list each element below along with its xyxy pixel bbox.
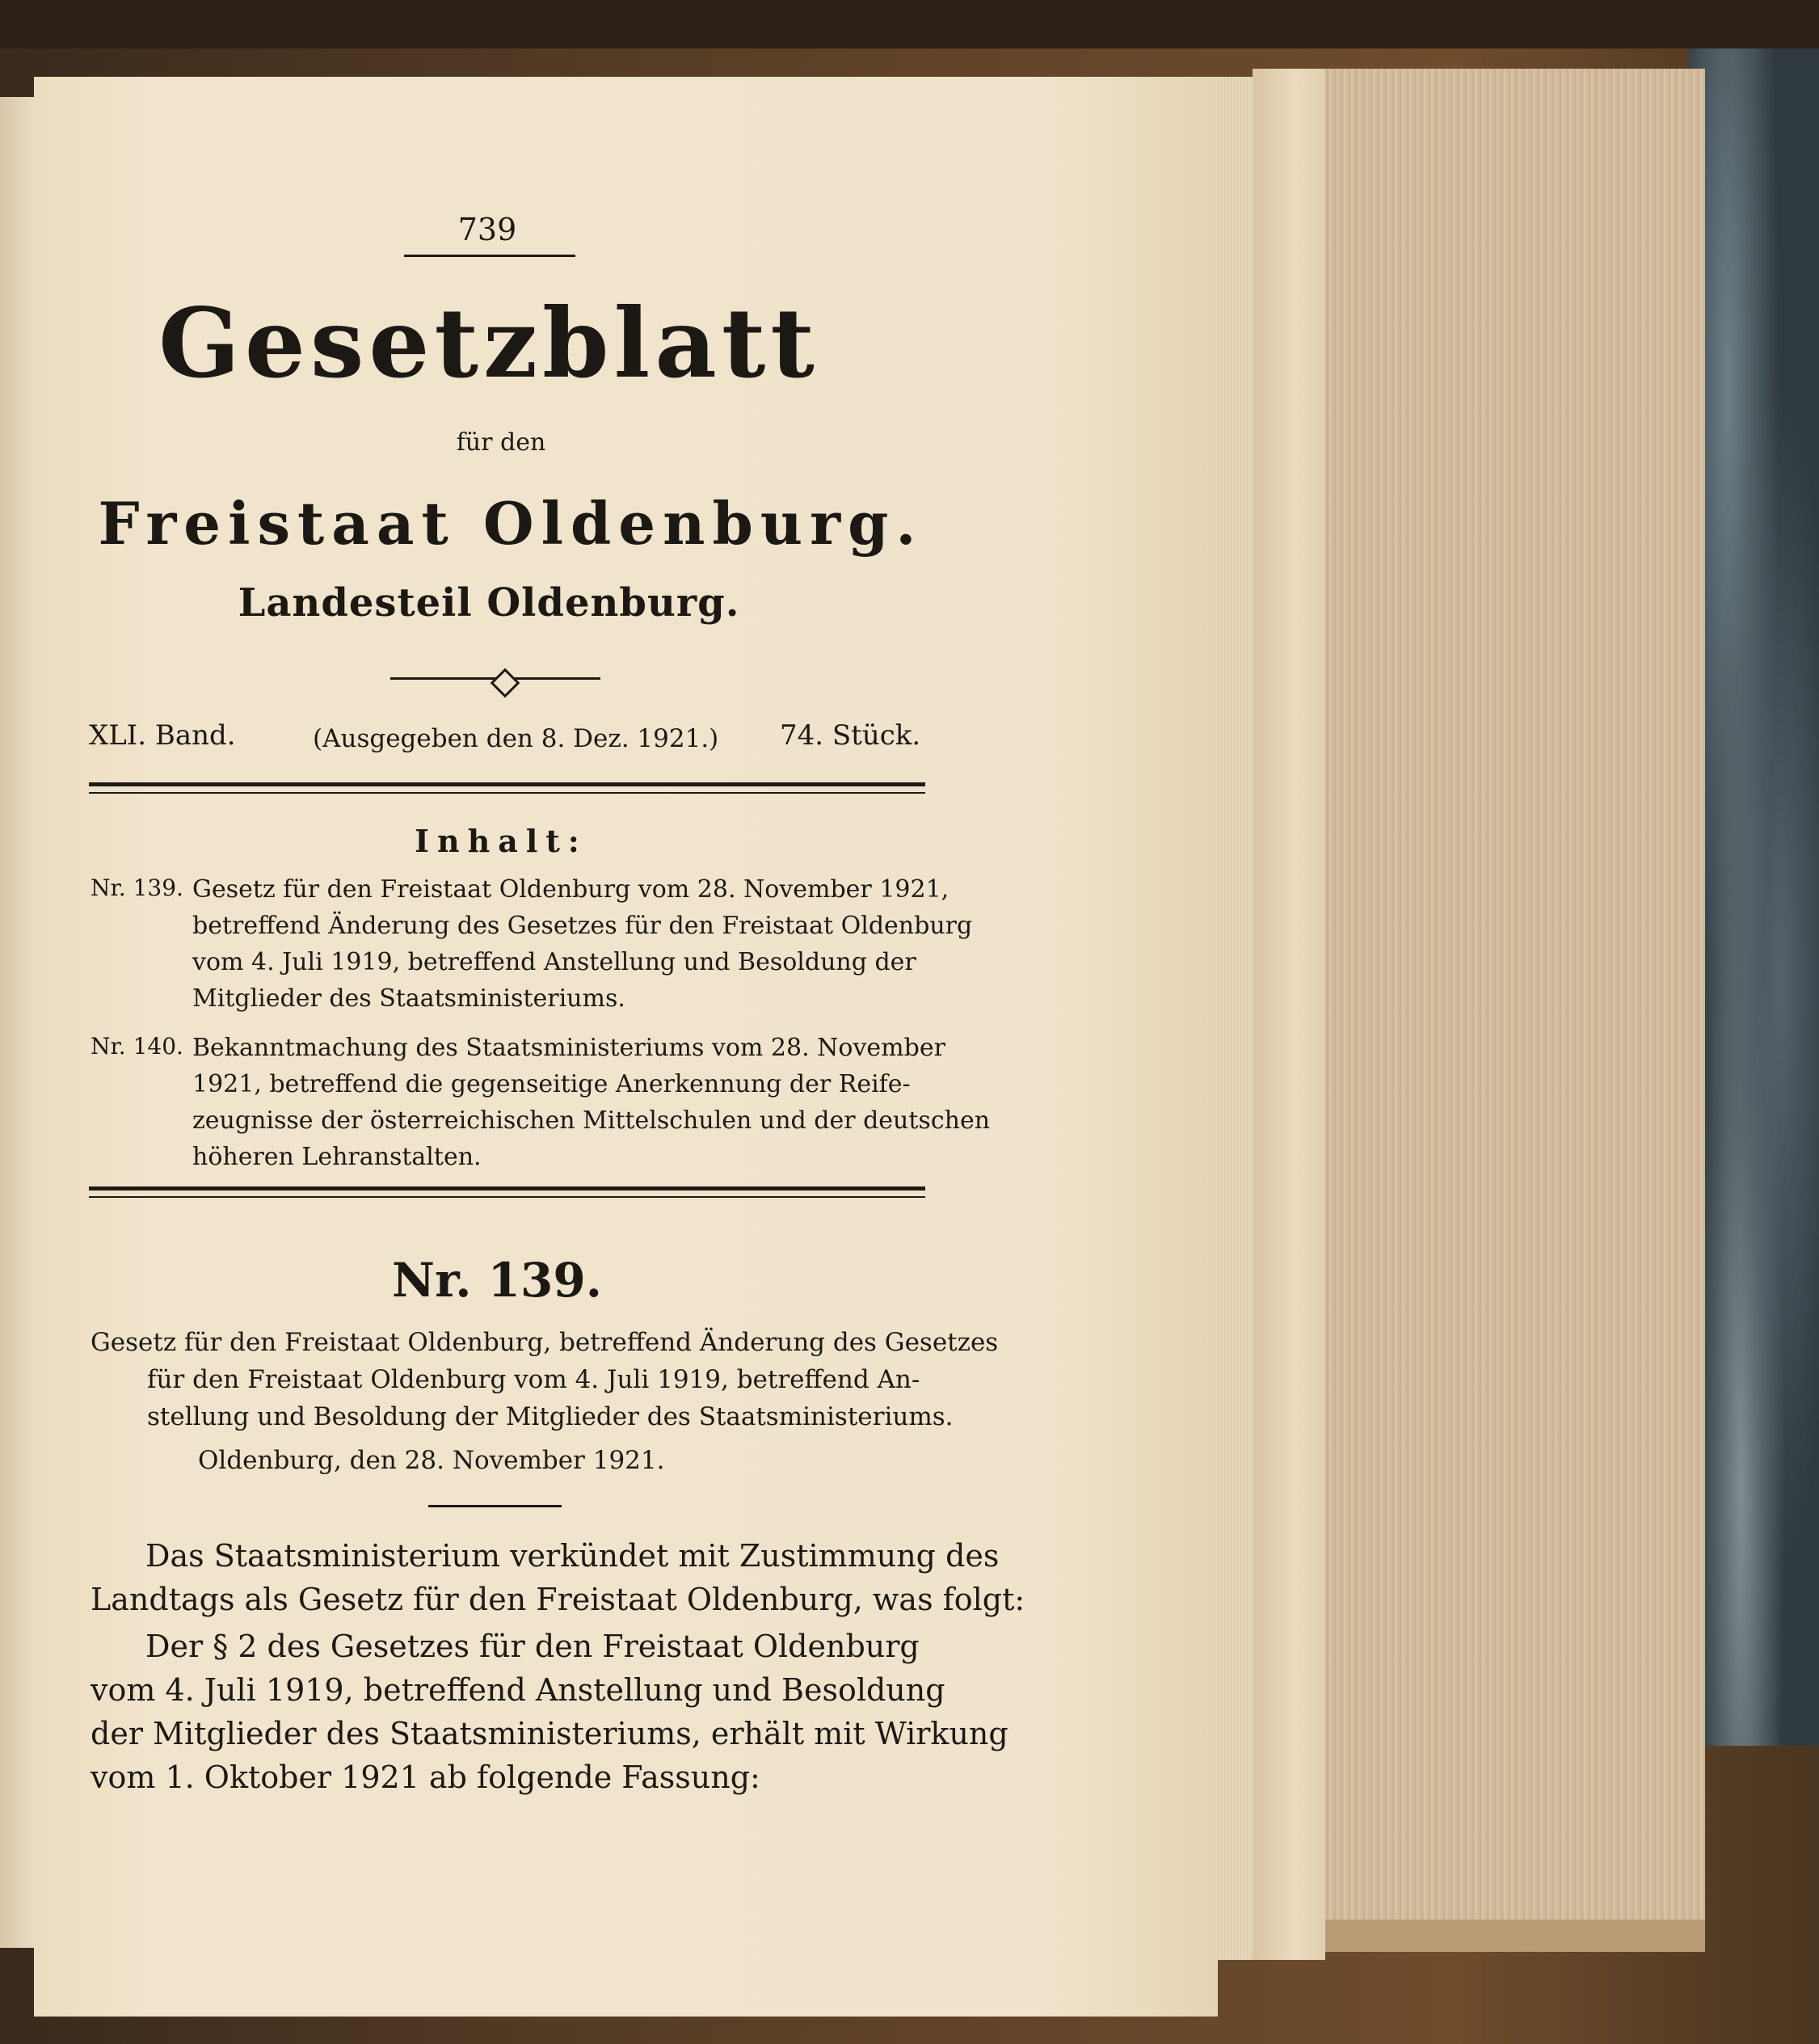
body-line: der Mitglieder des Staatsministeriums, erhält mit Wirkung <box>91 1716 1008 1751</box>
toc-item-line: zeugnisse der österreichischen Mittelschulen und der deutschen <box>192 1106 991 1135</box>
gazette-title: Gesetzblatt <box>158 287 819 399</box>
state-name: Freistaat Oldenburg. <box>98 489 924 558</box>
toc-item-number: Nr. 140. <box>91 1033 183 1060</box>
date-line: Oldenburg, den 28. November 1921. <box>198 1446 665 1475</box>
body-line: vom 4. Juli 1919, betreffend Anstellung und Besoldung <box>91 1672 945 1708</box>
book-gutter <box>1253 69 1325 1960</box>
law-title-line: für den Freistaat Oldenburg vom 4. Juli 1919, betreffend An- <box>147 1365 920 1394</box>
toc-item-line: Bekanntmachung des Staatsministeriums vom 28. November <box>192 1034 945 1062</box>
body-line: vom 1. Oktober 1921 ab folgende Fassung: <box>91 1760 760 1795</box>
law-title-line: stellung und Besoldung der Mitglieder des Staatsministeriums. <box>147 1402 954 1431</box>
band-label: XLI. Band. <box>89 719 236 752</box>
body-line: Der § 2 des Gesetzes für den Freistaat Oldenburg <box>145 1629 920 1664</box>
issue-date: (Ausgegeben den 8. Dez. 1921.) <box>313 724 719 753</box>
stueck-label: 74. Stück. <box>780 719 921 752</box>
meta-rule-thin <box>89 792 925 794</box>
toc-item-line: Gesetz für den Freistaat Oldenburg vom 28. November 1921, <box>192 875 950 904</box>
fuer-den-line: für den <box>456 428 546 457</box>
toc-item-line: vom 4. Juli 1919, betreffend Anstellung und Besoldung der <box>192 948 916 976</box>
toc-item-line: betreffend Änderung des Gesetzes für den Freistaat Oldenburg <box>192 912 973 940</box>
page-block <box>1325 69 1705 1920</box>
contents-rule-thin <box>89 1196 925 1198</box>
subtitle: Landesteil Oldenburg. <box>238 580 740 626</box>
page-block-bottom <box>1293 1920 1705 1952</box>
page-number-rule <box>404 255 575 257</box>
body-line: Landtags als Gesetz für den Freistaat Oldenburg, was folgt: <box>91 1582 1025 1617</box>
toc-item-number: Nr. 139. <box>91 874 183 901</box>
date-rule <box>428 1505 562 1507</box>
toc-item-line: 1921, betreffend die gegenseitige Anerkennung der Reife- <box>192 1070 911 1098</box>
toc-item-line: Mitglieder des Staatsministeriums. <box>192 984 625 1013</box>
page-number: 739 <box>457 212 517 247</box>
law-title-line: Gesetz für den Freistaat Oldenburg, betreffend Änderung des Gesetzes <box>91 1328 999 1357</box>
contents-heading: Inhalt: <box>415 823 587 859</box>
section-heading: Nr. 139. <box>392 1253 602 1308</box>
toc-item-line: höheren Lehranstalten. <box>192 1143 482 1171</box>
body-line: Das Staatsministerium verkündet mit Zustimmung des <box>145 1538 1000 1574</box>
meta-rule-thick <box>89 782 925 786</box>
left-page-edge <box>0 97 34 1948</box>
contents-rule-thick <box>89 1186 925 1191</box>
marbled-cover-edge <box>1689 48 1819 1746</box>
